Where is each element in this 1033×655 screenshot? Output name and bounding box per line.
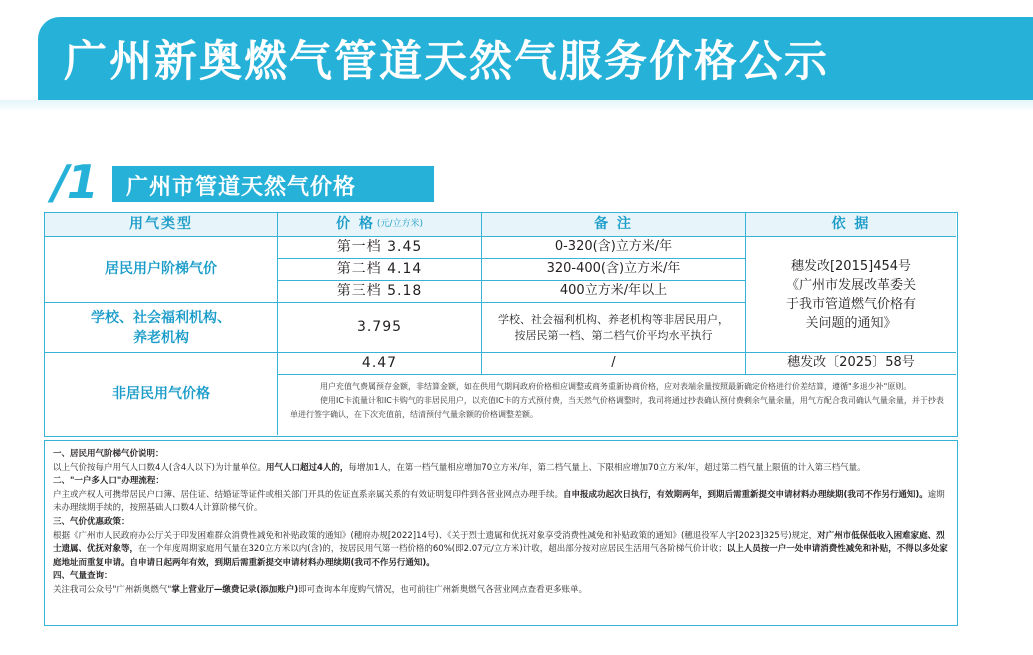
tier-2-price: 第二档 4.14 (278, 259, 482, 281)
school-price: 3.795 (278, 303, 482, 353)
nonres-price-note (278, 375, 956, 435)
col-header-type: 用气类型 (45, 213, 278, 237)
nonres-remark: / (482, 353, 746, 375)
footnotes (44, 440, 958, 626)
tier-2-remark: 320-400(含)立方米/年 (482, 259, 746, 281)
nonres-price: 4.47 (278, 353, 482, 375)
tier-1-price: 第一档 3.45 (278, 237, 482, 259)
row-label-residential: 居民用户阶梯气价 (45, 237, 278, 303)
nonres-note-prepaid: 用户充值气费属预存金额，非结算金额，如在供用气期间政府价格相应调整或商务重新协商价格，应对表端余量按照最新确定价格进行价差结算，遵循"多退少补"原则。 (320, 382, 912, 391)
note-2-body: 户主或产权人可携带居民户口簿、居住证、结婚证等证件或相关部门开具的佐证直系亲属关系的有效证明复印件到各营业网点办理手续。自申报成功起次日执行，有效期两年，到期后需重新提交申请材料办理续期(我司不作另行通知)。逾期未办理续期手续的，按照基础人口数4人计算阶梯气价。 (53, 489, 945, 514)
banner-shadow (0, 100, 1033, 112)
note-4-body: 关注我司公众号"广州新奥燃气"掌上营业厅—缴费记录(添加账户)即可查询本年度购气情况，也可前往广州新奥燃气各营业网点查看更多账单。 (53, 584, 588, 595)
note-2-title: 二、"一户多人口"办理流程： (53, 476, 164, 487)
basis-document-2015: 穗发改[2015]454号《广州市发展改革委关于我市管道燃气价格有关问题的通知》 (746, 237, 956, 353)
tier-1-remark: 0-320(含)立方米/年 (482, 237, 746, 259)
note-4-title: 四、气量查询： (53, 571, 113, 582)
col-header-basis: 依 据 (746, 213, 956, 237)
price-table (44, 212, 958, 437)
note-3-title: 三、气价优惠政策： (53, 516, 130, 527)
section-number: /1 (52, 155, 97, 209)
row-label-nonresidential: 非居民用气价格 (45, 353, 278, 435)
note-3-body: 根据《广州市人民政府办公厅关于印发困难群众消费性减免和补贴政策的通知》(穗府办规[2022]14号)、《关于烈士遗属和优抚对象享受消费性减免和补贴政策的通知》(穗退役军人字[2023]325号)规定，对广州市低保低收入困难家庭、烈士遗属、优抚对象等，在一个年度周期家庭用气量在320立方米以内(含)的，按居民用气第一档价格的60%(即2.07元/立方米)计收，超出部分按对应居民生活用气各阶梯气价计收；以上人员按一户一处申请消费性减免和补贴，不得以多处家庭地址而重复申请。自申请日起两年有效，到期后需重新提交申请材料办理续期(我司不作另行通知)。 (53, 530, 948, 568)
col-header-price: 价 格 (元/立方米) (278, 213, 482, 237)
note-1-body: 以上气价按每户用气人口数4人(含4人以下)为计量单位。用气人口超过4人的，每增加1人，在第一档气量相应增加70立方米/年，第二档气量上、下限相应增加70立方米/年，超过第二档气量上限值的计入第三档气量。 (53, 462, 866, 473)
nonres-note-ic-card: 使用IC卡流量计和IC卡购气的非居民用户，以充值IC卡的方式预付费，当天然气价格调整时，我司将通过抄表确认预付费剩余气量余量，用气方配合我司确认气量余量，并于抄表单进行签字确认，在下次充值前，结清预付气量余额的价格调整差额。 (290, 396, 944, 419)
row-label-school: 学校、社会福利机构、养老机构 (45, 303, 278, 353)
note-1-title: 一、居民用气阶梯气价说明： (53, 449, 164, 459)
school-remark: 学校、社会福利机构、养老机构等非居民用户，按居民第一档、第二档气价平均水平执行 (482, 303, 746, 353)
col-header-remark: 备 注 (482, 213, 746, 237)
tier-3-remark: 400立方米/年以上 (482, 281, 746, 303)
basis-document-2025: 穗发改〔2025〕58号 (746, 353, 956, 375)
page-title: 广州新奥燃气管道天然气服务价格公示 (64, 37, 829, 87)
tier-3-price: 第三档 5.18 (278, 281, 482, 303)
section-title: 广州市管道天然气价格 (126, 175, 357, 200)
